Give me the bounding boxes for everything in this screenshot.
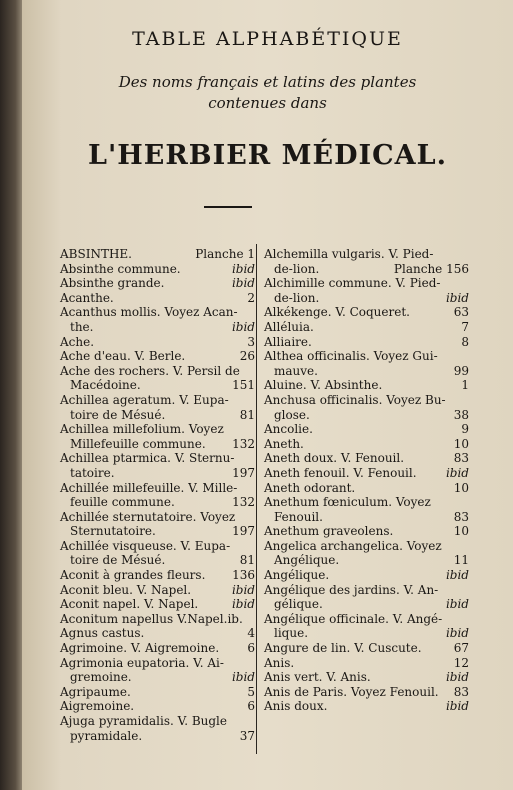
entry-reference: ibid	[231, 597, 255, 612]
entry-line	[264, 524, 469, 539]
entry-line	[60, 597, 255, 612]
index-entry	[264, 583, 469, 612]
entry-text: Anis de Paris. Voyez Fenouil.	[264, 684, 439, 699]
index-entry	[60, 626, 255, 641]
entry-line	[264, 670, 469, 685]
entry-line	[60, 393, 255, 408]
entry-text: Angélique des jardins. V. An-	[264, 582, 439, 597]
entry-reference: ibid	[445, 626, 469, 641]
entry-reference: ibid	[231, 582, 255, 597]
entry-reference: ibid	[231, 261, 255, 276]
index-entry	[264, 349, 469, 378]
index-entry	[60, 364, 255, 393]
entry-reference: 10	[453, 524, 469, 539]
entry-text: pyramidale.	[70, 728, 143, 743]
index-entry	[60, 583, 255, 598]
entry-text: Alchimille commune. V. Pied-	[264, 276, 441, 291]
index-entry	[264, 656, 469, 671]
entry-text: Agrimoine. V. Aigremoine.	[60, 641, 220, 656]
entry-text: Alléluia.	[264, 319, 314, 334]
entry-line	[60, 524, 255, 539]
entry-text: de-lion.	[274, 290, 320, 305]
index-entry	[60, 247, 255, 262]
entry-line	[60, 422, 255, 437]
index-entry	[264, 335, 469, 350]
entry-text: Aigremoine.	[60, 699, 135, 714]
entry-line	[264, 247, 469, 262]
entry-line	[264, 276, 469, 291]
entry-line	[264, 597, 469, 612]
entry-reference: 2	[247, 290, 255, 305]
index-entry	[60, 349, 255, 364]
index-entry	[264, 699, 469, 714]
book-page	[22, 0, 513, 790]
entry-line	[264, 422, 469, 437]
entry-line	[60, 699, 255, 714]
entry-reference: 10	[453, 480, 469, 495]
entry-line	[264, 262, 469, 277]
entry-text: Alkékenge. V. Coqueret.	[264, 305, 410, 320]
book-spine-shadow	[0, 0, 22, 790]
index-entry	[60, 393, 255, 422]
index-entry	[264, 568, 469, 583]
entry-reference: 136	[232, 568, 255, 583]
entry-line	[264, 568, 469, 583]
entry-text: Althea officinalis. Voyez Gui-	[264, 349, 438, 364]
entry-text: mauve.	[274, 363, 318, 378]
index-entry	[60, 656, 255, 685]
entry-text: Angélique.	[264, 568, 330, 583]
entry-line	[60, 335, 255, 350]
entry-reference: ibid	[445, 597, 469, 612]
entry-reference: 10	[453, 436, 469, 451]
entry-text: Aneth fenouil. V. Fenouil.	[264, 465, 417, 480]
entry-line	[60, 670, 255, 685]
entry-text: de-lion.	[274, 261, 320, 276]
entry-text: Aconit napel. V. Napel.	[60, 597, 199, 612]
entry-text: Achillea ageratum. V. Eupa-	[60, 392, 229, 407]
index-entry	[60, 305, 255, 334]
entry-reference: 99	[453, 363, 469, 378]
entry-line	[264, 364, 469, 379]
entry-line	[60, 641, 255, 656]
entry-reference: ibid	[231, 276, 255, 291]
entry-line	[264, 378, 469, 393]
entry-text: Absinthe commune.	[60, 261, 181, 276]
entry-reference: 8	[461, 334, 469, 349]
entry-text: feuille commune.	[70, 495, 175, 510]
entry-text: glose.	[274, 407, 310, 422]
entry-reference: 132	[232, 436, 255, 451]
entry-line	[264, 699, 469, 714]
entry-line	[264, 656, 469, 671]
entry-reference: Planche 1	[195, 247, 255, 261]
entry-reference: 26	[239, 349, 255, 364]
entry-text: Angelica archangelica. Voyez	[264, 538, 442, 553]
index-entry	[264, 495, 469, 524]
entry-line	[264, 685, 469, 700]
entry-line	[60, 437, 255, 452]
entry-reference: 83	[453, 509, 469, 524]
index-entry	[264, 524, 469, 539]
entry-reference: 197	[232, 465, 255, 480]
entry-text: Achillée millefeuille. V. Mille-	[60, 480, 238, 495]
entry-reference: ibid	[445, 699, 469, 714]
entry-line	[264, 335, 469, 350]
entry-line	[60, 320, 255, 335]
entry-line	[264, 626, 469, 641]
entry-line	[264, 305, 469, 320]
index-entry	[60, 451, 255, 480]
entry-text: Fenouil.	[274, 509, 323, 524]
entry-line	[264, 291, 469, 306]
entry-reference: ibid	[231, 670, 255, 685]
entry-reference: ibid	[445, 465, 469, 480]
entry-text: Aneth odorant.	[264, 480, 356, 495]
entry-text: Achillea millefolium. Voyez	[60, 422, 224, 437]
entry-text: Aneth.	[264, 436, 304, 451]
entry-reference: 81	[239, 407, 255, 422]
index-entry	[264, 466, 469, 481]
index-entry	[60, 481, 255, 510]
index-entry	[264, 437, 469, 452]
entry-text: Alliaire.	[264, 334, 312, 349]
entry-line	[264, 320, 469, 335]
entry-text: Ache.	[60, 334, 95, 349]
entry-reference: 83	[453, 451, 469, 466]
entry-reference: ibid	[445, 670, 469, 685]
entry-text: Aconit à grandes fleurs.	[60, 568, 206, 583]
index-entry	[264, 247, 469, 276]
index-entry	[60, 685, 255, 700]
entry-reference: ibid	[231, 319, 255, 334]
entry-line	[60, 305, 255, 320]
entry-reference: 6	[247, 641, 255, 656]
index-entry	[264, 612, 469, 641]
entry-line	[60, 626, 255, 641]
entry-line	[60, 408, 255, 423]
entry-line	[264, 451, 469, 466]
entry-reference: ibid	[445, 568, 469, 583]
book-title: L'HERBIER MÉDICAL.	[88, 140, 447, 171]
index-entry	[60, 699, 255, 714]
index-entry	[264, 276, 469, 305]
entry-line	[264, 641, 469, 656]
entry-text: Sternutatoire.	[70, 524, 156, 539]
index-entry	[264, 670, 469, 685]
entry-text: Anchusa officinalis. Voyez Bu-	[264, 392, 446, 407]
entry-line	[60, 466, 255, 481]
entry-line	[60, 729, 255, 744]
index-entry	[264, 305, 469, 320]
index-entry	[264, 539, 469, 568]
entry-text: Anethum graveolens.	[264, 524, 394, 539]
entry-text: lique.	[274, 626, 309, 641]
entry-text: Achillée visqueuse. V. Eupa-	[60, 538, 231, 553]
entry-line	[264, 539, 469, 554]
entry-text: Aconit bleu. V. Napel.	[60, 582, 192, 597]
entry-text: Anis doux.	[264, 699, 328, 714]
entry-line	[60, 714, 255, 729]
index-entry	[60, 422, 255, 451]
entry-line	[264, 437, 469, 452]
index-entry	[60, 276, 255, 291]
index-entry	[60, 641, 255, 656]
entry-line	[60, 349, 255, 364]
entry-text: Aconitum napellus V.Napel.ib.	[60, 611, 243, 626]
entry-line	[264, 553, 469, 568]
index-entry	[60, 262, 255, 277]
subtitle-line-1: Des noms français et latins des plantes	[118, 73, 417, 91]
entry-text: Ajuga pyramidalis. V. Bugle	[60, 714, 227, 728]
entry-text: Achillea ptarmica. V. Sternu-	[60, 451, 235, 466]
index-entry	[264, 451, 469, 466]
entry-reference: 4	[247, 626, 255, 641]
entry-line	[60, 685, 255, 700]
entry-line	[60, 364, 255, 379]
entry-text: Angélique.	[274, 553, 340, 568]
entry-text: Angure de lin. V. Cuscute.	[264, 641, 422, 656]
entry-line	[264, 408, 469, 423]
index-entry	[264, 481, 469, 496]
entry-reference: 67	[453, 641, 469, 656]
entry-line	[60, 481, 255, 496]
entry-line	[60, 656, 255, 671]
entry-line	[60, 451, 255, 466]
entry-line	[60, 378, 255, 393]
entry-line	[264, 393, 469, 408]
entry-reference: 9	[461, 422, 469, 437]
index-entry	[264, 685, 469, 700]
index-entry	[60, 510, 255, 539]
index-entry	[60, 568, 255, 583]
entry-reference: 197	[232, 524, 255, 539]
entry-reference: 1	[461, 378, 469, 393]
index-entry	[264, 320, 469, 335]
entry-line	[60, 568, 255, 583]
subtitle-line-2: contenues dans	[208, 94, 327, 112]
entry-line	[264, 481, 469, 496]
entry-text: Acanthus mollis. Voyez Acan-	[60, 305, 238, 320]
entry-text: Achillée sternutatoire. Voyez	[60, 509, 236, 524]
entry-reference: 7	[461, 319, 469, 334]
entry-reference: 63	[453, 305, 469, 320]
index-column-right	[264, 247, 469, 714]
entry-text: Anis.	[264, 655, 295, 670]
index-column-left	[60, 247, 255, 743]
entry-text: Macédoine.	[70, 378, 141, 393]
title-rule	[204, 206, 252, 208]
entry-line	[264, 466, 469, 481]
entry-line	[60, 583, 255, 598]
column-divider	[256, 244, 257, 754]
index-entry	[60, 335, 255, 350]
entry-text: Absinthe grande.	[60, 276, 165, 291]
entry-text: Anis vert. V. Anis.	[264, 670, 371, 685]
index-entry	[60, 597, 255, 612]
entry-text: Ancolie.	[264, 422, 313, 437]
index-entry	[264, 393, 469, 422]
entry-line	[60, 495, 255, 510]
entry-line	[60, 553, 255, 568]
entry-line	[60, 276, 255, 291]
entry-text: Alchemilla vulgaris. V. Pied-	[264, 247, 434, 261]
entry-reference: 151	[232, 378, 255, 393]
entry-reference: 12	[453, 655, 469, 670]
entry-text: toire de Mésué.	[70, 553, 166, 568]
entry-reference: 132	[232, 495, 255, 510]
index-entry	[264, 422, 469, 437]
entry-line	[60, 539, 255, 554]
entry-reference: 83	[453, 684, 469, 699]
entry-text: the.	[70, 319, 94, 334]
entry-text: Ache des rochers. V. Persil de	[60, 363, 240, 378]
entry-reference: 3	[247, 334, 255, 349]
entry-reference: 11	[453, 553, 469, 568]
entry-text: Agripaume.	[60, 684, 131, 699]
entry-reference: 38	[453, 407, 469, 422]
index-entry	[60, 291, 255, 306]
entry-text: Millefeuille commune.	[70, 436, 206, 451]
entry-line	[264, 612, 469, 627]
entry-line	[60, 510, 255, 525]
entry-reference: Planche 156	[393, 261, 469, 276]
entry-text: Aluine. V. Absinthe.	[264, 378, 383, 393]
index-entry	[264, 641, 469, 656]
entry-text: Agrimonia eupatoria. V. Ai-	[60, 655, 224, 670]
index-entry	[60, 612, 255, 627]
entry-text: Acanthe.	[60, 290, 114, 305]
entry-text: toire de Mésué.	[70, 407, 166, 422]
entry-text: tatoire.	[70, 465, 115, 480]
index-entry	[60, 714, 255, 743]
entry-reference: 5	[247, 684, 255, 699]
entry-reference: 81	[239, 553, 255, 568]
entry-line	[60, 262, 255, 277]
entry-line	[264, 495, 469, 510]
index-entry	[264, 378, 469, 393]
entry-text: Angélique officinale. V. Angé-	[264, 611, 443, 626]
entry-line	[60, 612, 255, 627]
entry-reference: ibid	[445, 290, 469, 305]
entry-text: Ache d'eau. V. Berle.	[60, 349, 186, 364]
entry-text: Agnus castus.	[60, 626, 145, 641]
entry-line	[60, 291, 255, 306]
entry-line	[60, 247, 255, 262]
entry-line	[264, 349, 469, 364]
entry-text: gremoine.	[70, 670, 132, 685]
page-title: TABLE ALPHABÉTIQUE	[132, 28, 403, 50]
entry-text: gélique.	[274, 597, 323, 612]
index-entry	[60, 539, 255, 568]
page-subtitle	[22, 72, 513, 114]
entry-text: ABSINTHE.	[60, 247, 132, 261]
entry-line	[264, 510, 469, 525]
entry-text: Aneth doux. V. Fenouil.	[264, 451, 405, 466]
entry-reference: 6	[247, 699, 255, 714]
entry-text: Anethum fœniculum. Voyez	[264, 495, 431, 510]
entry-reference: 37	[239, 728, 255, 743]
entry-line	[264, 583, 469, 598]
